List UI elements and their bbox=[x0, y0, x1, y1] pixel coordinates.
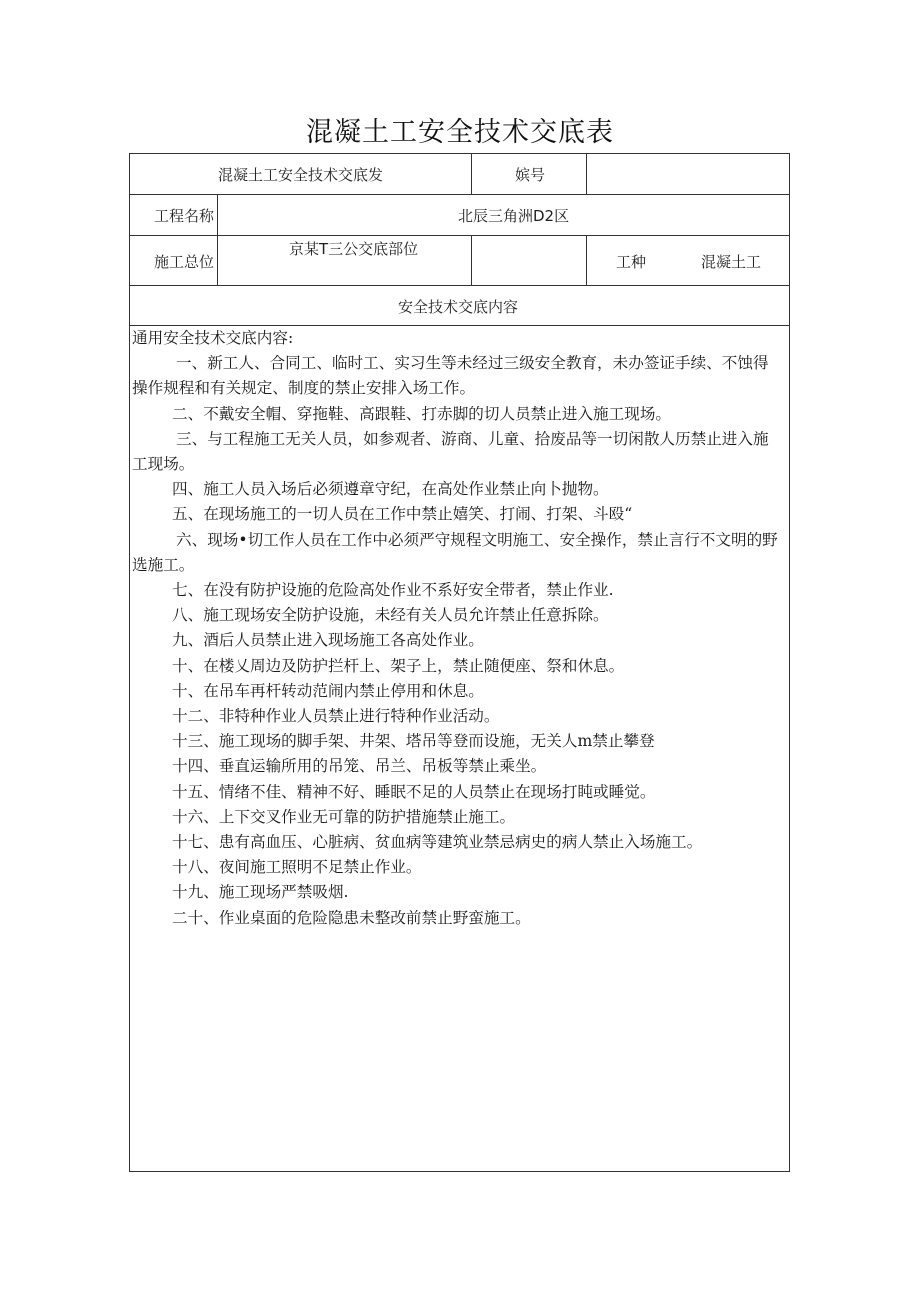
column-divider bbox=[586, 154, 587, 194]
row-divider bbox=[130, 235, 789, 236]
disclosure-content bbox=[130, 326, 790, 931]
list-item: 十二、非特种作业人员禁止进行特种作业活动。 bbox=[172, 707, 500, 726]
column-divider bbox=[471, 235, 472, 285]
disclosure-type-cell: 混凝土工安全技术交底发 bbox=[218, 166, 384, 184]
serial-number-label: 嫔号 bbox=[515, 166, 546, 184]
list-item: 二、不戴安全帽、穿拖鞋、高跟鞋、打赤脚的切人员禁止进入施工现场。 bbox=[172, 404, 672, 423]
project-name-value: 北辰三角洲D2区 bbox=[458, 207, 570, 225]
list-item: 十六、上下交叉作业无可靠的防护措施禁止施工。 bbox=[172, 807, 516, 826]
column-divider bbox=[471, 154, 472, 194]
list-item: 十、在楼乂周边及防护拦杆上、架子上，禁止随便座、祭和休息。 bbox=[172, 656, 625, 675]
list-item: 六、现场•切工作人员在工作中必须严守规程文明施工、安全操作，禁止言行不文明的野选施工。 bbox=[132, 530, 778, 574]
list-item: 十三、施工现场的脚手架、井架、塔吊等登而设施，无关人m禁止攀登 bbox=[172, 732, 655, 751]
list-item: 十五、情绪不佳、精神不好、睡眠不足的人员禁止在现场打盹或睡觉。 bbox=[172, 782, 656, 801]
list-item: 五、在现场施工的一切人员在工作中禁止嬉笑、打闹、打架、斗殴“ bbox=[172, 505, 633, 524]
list-item: 九、酒后人员禁止进入现场施工各高处作业。 bbox=[172, 631, 484, 650]
trade-label: 工种 bbox=[616, 253, 647, 271]
construction-unit-value: 京某T三公交底部位 bbox=[289, 240, 419, 258]
row-divider bbox=[130, 285, 789, 286]
list-item: 十七、患有高血压、心脏病、贫血病等建筑业禁忌病史的病人禁止入场施工。 bbox=[172, 833, 703, 852]
list-item: 十八、夜间施工照明不足禁止作业。 bbox=[172, 858, 422, 877]
list-item: 十九、施工现场严禁吸烟. bbox=[172, 883, 349, 902]
list-item: 十、在吊车再杆转动范闹内禁止停用和休息。 bbox=[172, 681, 484, 700]
list-item: 四、施工人员入场后必须遵章守纪，在高处作业禁止向卜抛物。 bbox=[172, 480, 609, 499]
list-item: 八、施工现场安全防护设施，未经有关人员允许禁止任意拆除。 bbox=[172, 606, 609, 625]
construction-unit-label: 施工总位 bbox=[154, 253, 215, 271]
column-divider bbox=[586, 235, 587, 285]
column-divider bbox=[217, 194, 218, 285]
list-item: 二十、作业桌面的危险隐患未整改前禁止野蛮施工。 bbox=[172, 908, 531, 927]
section-heading: 安全技术交底内容 bbox=[398, 298, 519, 316]
content-intro: 通用安全技术交底内容: bbox=[132, 329, 294, 347]
list-item: 三、与工程施工无关人员，如参观者、游商、儿童、拾废品等一切闲散人历禁止进入施工现场。 bbox=[132, 429, 769, 474]
list-item: 一、新工人、合同工、临时工、实习生等未经过三级安全教育，未办签证手续、不蚀得操作规程和有关规定、制度的禁止安排入场工作。 bbox=[132, 354, 769, 398]
document-title: 混凝土工安全技术交底表 bbox=[306, 117, 614, 148]
project-name-label: 工程名称 bbox=[154, 207, 215, 225]
trade-value: 混凝土工 bbox=[701, 253, 762, 271]
disclosure-table bbox=[129, 153, 790, 1172]
list-item: 七、在没有防护设施的危险高处作业不系好安全带者，禁止作业. bbox=[172, 581, 614, 600]
list-item: 十四、垂直运输所用的吊笼、吊兰、吊板等禁止乘坐。 bbox=[172, 757, 547, 776]
row-divider bbox=[130, 194, 789, 195]
